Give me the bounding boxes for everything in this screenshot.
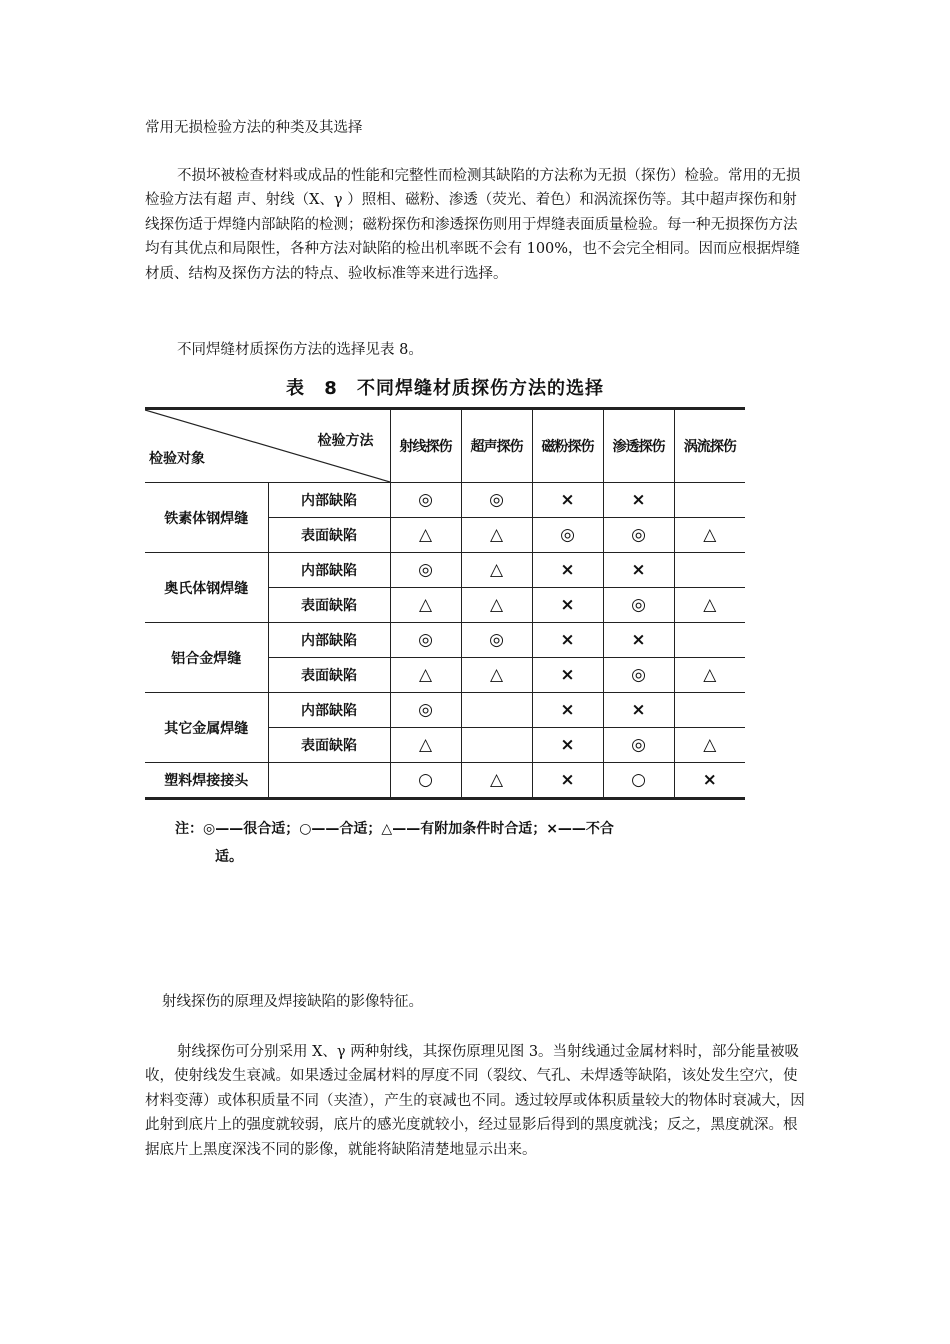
table-reference: 不同焊缝材质探伤方法的选择见表 8。 xyxy=(177,342,423,358)
note-line: 适。 xyxy=(215,849,243,865)
rating-cell: △ xyxy=(674,518,745,553)
rating-cell xyxy=(674,623,745,658)
rating-cell: △ xyxy=(674,588,745,623)
rating-cell xyxy=(461,693,532,728)
section-title: 常用无损检验方法的种类及其选择 xyxy=(145,120,363,136)
rating-cell: × xyxy=(532,728,603,763)
rating-cell: ◎ xyxy=(461,483,532,518)
rating-cell: △ xyxy=(461,658,532,693)
method-header: 渗透探伤 xyxy=(603,409,674,483)
table-row xyxy=(145,763,745,799)
defect-type-cell: 表面缺陷 xyxy=(268,518,390,553)
method-header: 涡流探伤 xyxy=(674,409,745,483)
rating-cell: △ xyxy=(461,518,532,553)
defect-type-cell xyxy=(268,763,390,799)
table-header-row xyxy=(145,409,745,483)
defect-type-cell: 内部缺陷 xyxy=(268,623,390,658)
material-cell: 铝合金焊缝 xyxy=(145,623,268,693)
rating-cell: × xyxy=(532,658,603,693)
rating-cell: ◎ xyxy=(390,693,461,728)
defect-type-cell: 表面缺陷 xyxy=(268,658,390,693)
rating-cell: △ xyxy=(390,588,461,623)
rating-cell: × xyxy=(532,553,603,588)
rating-cell: ◎ xyxy=(390,483,461,518)
rating-cell: △ xyxy=(461,553,532,588)
rating-cell: × xyxy=(532,483,603,518)
section-title: 射线探伤的原理及焊接缺陷的影像特征。 xyxy=(162,994,423,1010)
defect-type-cell: 内部缺陷 xyxy=(268,693,390,728)
table-title-text: 不同焊缝材质探伤方法的选择 xyxy=(357,378,605,399)
rating-cell: △ xyxy=(461,588,532,623)
rating-cell xyxy=(674,693,745,728)
table-row xyxy=(145,553,745,588)
rating-cell: ◎ xyxy=(603,518,674,553)
rating-cell: ◎ xyxy=(603,658,674,693)
material-cell: 塑料焊接接头 xyxy=(145,763,268,799)
rating-cell: ◎ xyxy=(461,623,532,658)
rating-cell xyxy=(674,483,745,518)
rating-cell: △ xyxy=(390,728,461,763)
rating-cell: ○ xyxy=(390,763,461,799)
method-header: 磁粉探伤 xyxy=(532,409,603,483)
rating-cell: ◎ xyxy=(603,728,674,763)
rating-cell: △ xyxy=(674,728,745,763)
defect-type-cell: 表面缺陷 xyxy=(268,588,390,623)
rating-cell: × xyxy=(603,483,674,518)
rating-cell: × xyxy=(532,623,603,658)
rating-cell: × xyxy=(603,623,674,658)
intro-paragraph: 不损坏被检查材料或成品的性能和完整性而检测其缺陷的方法称为无损（探伤）检验。常用的无损检验方法有超 声、射线（X、γ ）照相、磁粉、渗透（荧光、着色）和涡流探伤等。其中超声探伤和射线探伤适于焊缝内部缺陷的检测；磁粉探伤和渗透探伤则用于焊缝表面质量检验。每一种无损探伤方法均有其优点和局限性，各种方法对缺陷的检出机率既不会有 100%，也不会完全相同。因而应根据焊缝材质、结构及探伤方法的特点、验收标准等来进行选择。 xyxy=(145,168,801,282)
rating-cell: × xyxy=(603,693,674,728)
header-method-label: 检验方法 xyxy=(317,433,374,449)
rating-cell: ◎ xyxy=(603,588,674,623)
inspection-method-table xyxy=(145,407,745,800)
rating-cell: ◎ xyxy=(390,623,461,658)
rating-cell: ○ xyxy=(603,763,674,799)
table-title-prefix: 表 xyxy=(285,378,305,399)
rating-cell xyxy=(674,553,745,588)
defect-type-cell: 内部缺陷 xyxy=(268,483,390,518)
table-row xyxy=(145,693,745,728)
defect-type-cell: 表面缺陷 xyxy=(268,728,390,763)
table-title-number: 8 xyxy=(324,378,338,399)
material-cell: 奥氏体钢焊缝 xyxy=(145,553,268,623)
rating-cell xyxy=(461,728,532,763)
rating-cell: × xyxy=(603,553,674,588)
header-object-label: 检验对象 xyxy=(149,451,205,467)
table-note xyxy=(175,815,755,871)
defect-type-cell: 内部缺陷 xyxy=(268,553,390,588)
table-row xyxy=(145,623,745,658)
material-cell: 其它金属焊缝 xyxy=(145,693,268,763)
rating-cell: × xyxy=(674,763,745,799)
rating-cell: △ xyxy=(461,763,532,799)
rating-cell: △ xyxy=(674,658,745,693)
method-header: 超声探伤 xyxy=(461,409,532,483)
note-line: 注：◎——很合适；○——合适；△——有附加条件时合适；×——不合 xyxy=(175,821,614,837)
rating-cell: ◎ xyxy=(390,553,461,588)
rating-cell: × xyxy=(532,588,603,623)
table-row xyxy=(145,483,745,518)
rating-cell: × xyxy=(532,693,603,728)
table-title xyxy=(145,374,745,400)
material-cell: 铁素体钢焊缝 xyxy=(145,483,268,553)
rating-cell: × xyxy=(532,763,603,799)
radiography-paragraph: 射线探伤可分别采用 X、γ 两种射线，其探伤原理见图 3。当射线通过金属材料时，部分能量被吸收，使射线发生衰减。如果透过金属材料的厚度不同（裂纹、气孔、未焊透等缺陷，该处发生空穴，使材料变薄）或体积质量不同（夹渣），产生的衰减也不同。透过较厚或体积质量较大的物体时衰减大，因此射到底片上的强度就较弱，底片的感光度就较小，经过显影后得到的黑度就浅；反之，黑度就深。根据底片上黑度深浅不同的影像，就能将缺陷清楚地显示出来。 xyxy=(145,1044,805,1158)
method-header: 射线探伤 xyxy=(390,409,461,483)
diagonal-header-cell xyxy=(145,409,390,483)
rating-cell: △ xyxy=(390,658,461,693)
rating-cell: ◎ xyxy=(532,518,603,553)
rating-cell: △ xyxy=(390,518,461,553)
